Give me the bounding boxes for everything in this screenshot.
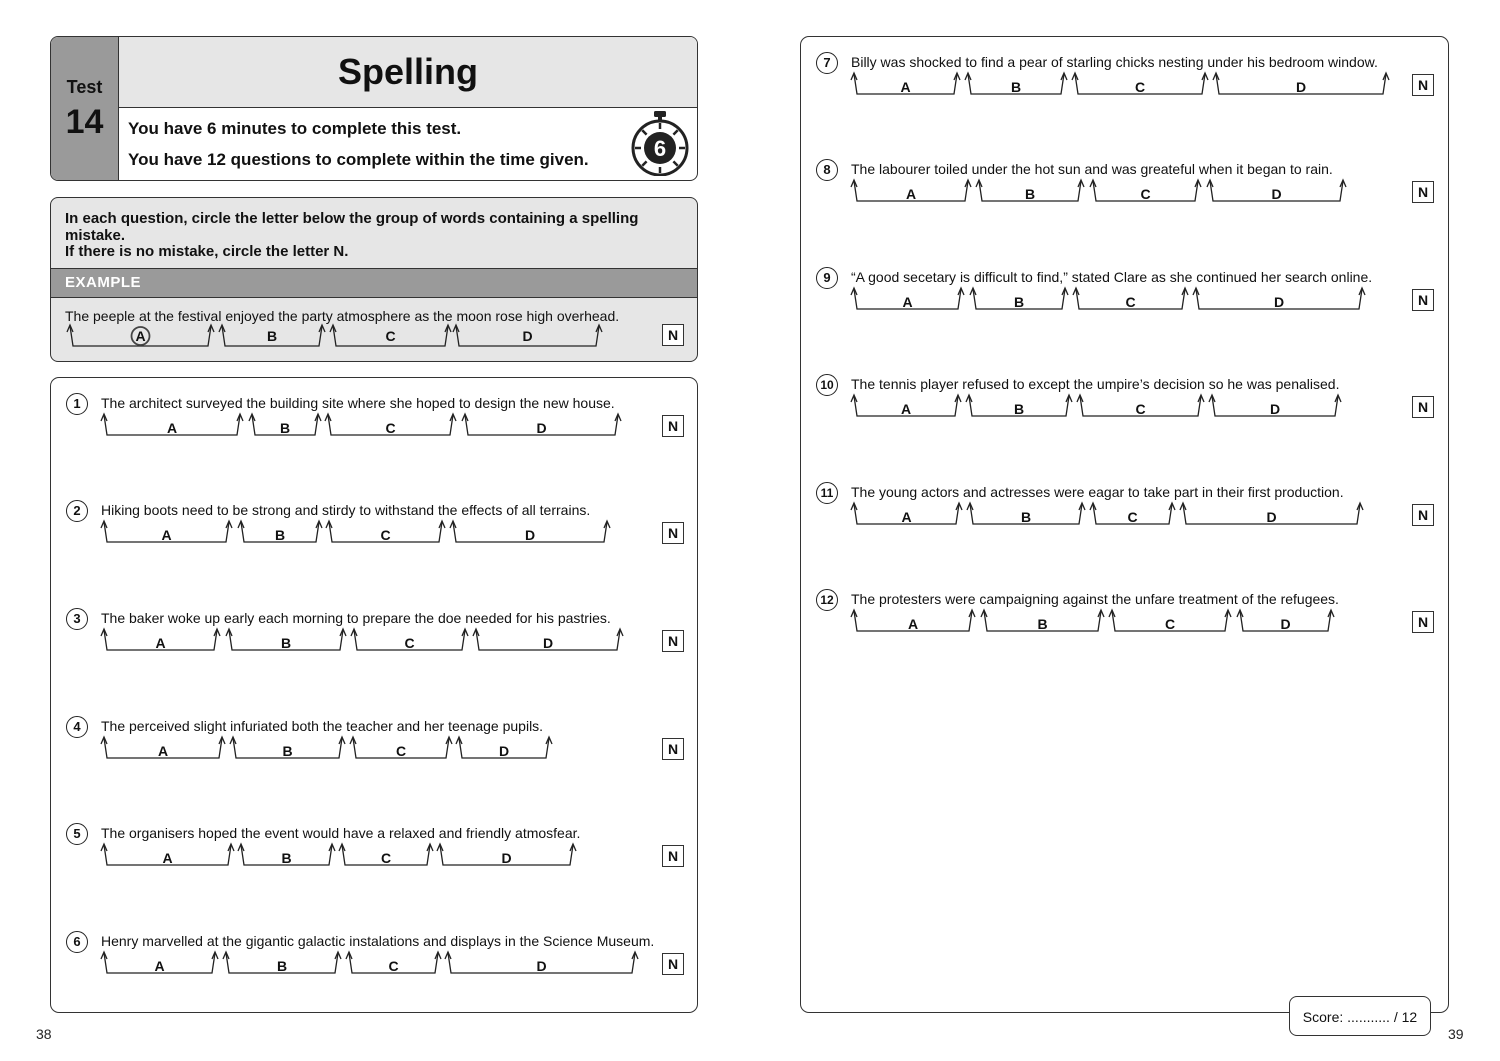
question-text: The organisers hoped the event would have a relaxed and friendly atmosfear. xyxy=(101,825,581,841)
option-letter: D xyxy=(1269,401,1281,417)
option-letter: B xyxy=(266,328,278,344)
none-option[interactable]: N xyxy=(1412,181,1434,203)
question-text: The tennis player refused to except the umpire’s decision so he was penalised. xyxy=(851,376,1340,392)
question-11-option-a[interactable] xyxy=(851,503,962,525)
answer-segments xyxy=(66,608,666,668)
option-letter: C xyxy=(1164,616,1176,632)
answer-segments xyxy=(66,716,666,776)
option-letter: C xyxy=(388,958,399,974)
option-letter: B xyxy=(274,527,286,543)
question-number: 4 xyxy=(66,716,88,738)
score-box: Score: ........... / 12 xyxy=(1289,996,1431,1036)
question-7-option-d[interactable] xyxy=(1213,73,1389,95)
question-8-option-d[interactable] xyxy=(1207,180,1346,202)
title-band xyxy=(118,37,697,108)
question-10-option-d[interactable] xyxy=(1209,395,1341,417)
option-letter: C xyxy=(1140,186,1151,202)
answer-segments xyxy=(816,482,1416,542)
none-option[interactable]: N xyxy=(662,845,684,867)
time-limit-text: You have 6 minutes to complete this test. xyxy=(128,119,462,138)
question-4-option-d[interactable] xyxy=(456,737,552,759)
option-letter: A xyxy=(155,635,166,651)
option-letter: D xyxy=(536,420,547,436)
question-7 xyxy=(816,52,1456,122)
question-5-option-d[interactable] xyxy=(437,844,576,866)
none-option[interactable]: N xyxy=(662,630,684,652)
answer-segments xyxy=(66,500,666,560)
option-letter: C xyxy=(1127,509,1138,525)
question-9-option-d[interactable] xyxy=(1193,288,1365,310)
none-option[interactable]: N xyxy=(1412,74,1434,96)
option-letter: A xyxy=(900,401,912,417)
answer-segments xyxy=(66,931,666,991)
none-option[interactable]: N xyxy=(1412,504,1434,526)
question-6-option-c[interactable] xyxy=(346,952,441,974)
option-letter: D xyxy=(522,328,533,344)
question-8 xyxy=(816,159,1456,229)
question-4-option-c[interactable] xyxy=(350,737,452,759)
question-3-option-c[interactable] xyxy=(351,629,468,651)
option-letter: B xyxy=(282,743,293,759)
option-letter: B xyxy=(1013,294,1025,310)
option-letter: B xyxy=(1020,509,1032,525)
option-letter: C xyxy=(395,743,407,759)
question-7-option-c[interactable] xyxy=(1072,73,1208,95)
option-letter: C xyxy=(380,850,392,866)
question-5-option-c[interactable] xyxy=(339,844,433,866)
stopwatch-icon xyxy=(629,110,691,176)
example-text: The peeple at the festival enjoyed the party atmosphere as the moon rose high overhead. xyxy=(65,308,620,324)
answer-segments xyxy=(816,52,1416,112)
question-number: 12 xyxy=(816,589,838,611)
question-2-option-c[interactable] xyxy=(326,521,445,543)
option-letter: A xyxy=(905,186,917,202)
option-letter: A xyxy=(135,328,146,344)
question-3-option-d[interactable] xyxy=(473,629,623,651)
info-band xyxy=(118,107,697,180)
question-10-option-c[interactable] xyxy=(1077,395,1204,417)
question-6-option-a[interactable] xyxy=(101,952,218,974)
question-5-option-a[interactable] xyxy=(101,844,234,866)
question-number: 5 xyxy=(66,823,88,845)
example-label: EXAMPLE xyxy=(65,274,142,291)
question-text: The perceived slight infuriated both the teacher and her teenage pupils. xyxy=(101,718,544,734)
question-12-option-b[interactable] xyxy=(981,610,1104,632)
question-10-option-a[interactable] xyxy=(851,395,961,417)
question-3-option-b[interactable] xyxy=(226,629,346,651)
question-1-option-c[interactable] xyxy=(325,414,456,436)
question-1-option-d[interactable] xyxy=(462,414,621,436)
option-letter: D xyxy=(1295,79,1307,95)
option-letter: C xyxy=(385,420,396,436)
answer-segments xyxy=(816,374,1416,434)
question-4-option-b[interactable] xyxy=(230,737,345,759)
question-11-option-d[interactable] xyxy=(1180,503,1363,525)
question-text: Billy was shocked to find a pear of starling chicks nesting under his bedroom window. xyxy=(851,54,1378,70)
question-11-option-c[interactable] xyxy=(1090,503,1175,525)
page-number-right: 39 xyxy=(1448,1026,1464,1042)
question-text: Hiking boots need to be strong and stirdy to withstand the effects of all terrains. xyxy=(101,502,591,518)
option-letter: A xyxy=(166,420,178,436)
instruction-line-1: In each question, circle the letter below the group of words containing a spelling mistake. xyxy=(65,210,639,244)
option-letter: D xyxy=(498,743,510,759)
question-number: 9 xyxy=(816,267,838,289)
example-option-b[interactable] xyxy=(219,325,325,346)
question-text: The baker woke up early each morning to prepare the doe needed for his pastries. xyxy=(101,610,611,626)
test-number: 14 xyxy=(65,103,104,141)
question-12-option-d[interactable] xyxy=(1237,610,1334,632)
question-9-option-a[interactable] xyxy=(851,288,964,310)
question-9 xyxy=(816,267,1456,337)
option-letter: A xyxy=(154,958,165,974)
test-label: Test xyxy=(66,77,103,97)
question-number: 6 xyxy=(66,931,88,953)
example-none-option[interactable]: N xyxy=(662,324,684,346)
option-letter: C xyxy=(1125,294,1136,310)
question-4 xyxy=(66,716,706,786)
question-number: 7 xyxy=(816,52,838,74)
page-number-left: 38 xyxy=(36,1026,52,1042)
question-5-option-b[interactable] xyxy=(238,844,335,866)
question-4-option-a[interactable] xyxy=(101,737,225,759)
option-letter: B xyxy=(276,958,288,974)
option-letter: C xyxy=(380,527,391,543)
option-letter: D xyxy=(1266,509,1277,525)
question-number: 2 xyxy=(66,500,88,522)
none-option[interactable]: N xyxy=(662,415,684,437)
question-1 xyxy=(66,393,706,463)
question-6-option-b[interactable] xyxy=(223,952,341,974)
question-text: “A good secetary is difficult to find,” stated Clare as she continued her search online. xyxy=(851,269,1373,285)
question-number: 8 xyxy=(816,159,838,181)
question-2-option-a[interactable] xyxy=(101,521,232,543)
question-7-option-a[interactable] xyxy=(851,73,960,95)
option-letter: A xyxy=(161,527,172,543)
option-letter: B xyxy=(281,850,292,866)
question-8-option-a[interactable] xyxy=(851,180,971,202)
question-6-option-d[interactable] xyxy=(445,952,638,974)
option-letter: B xyxy=(1013,401,1025,417)
option-letter: D xyxy=(1271,186,1282,202)
question-12-option-c[interactable] xyxy=(1109,610,1231,632)
answer-segments xyxy=(816,267,1416,327)
option-letter: B xyxy=(280,635,292,651)
question-10 xyxy=(816,374,1456,444)
question-count-text: You have 12 questions to complete within the time given. xyxy=(128,150,589,169)
example-option-c[interactable] xyxy=(330,325,451,346)
instructions-box xyxy=(50,197,698,362)
option-letter: B xyxy=(1024,186,1036,202)
option-letter: B xyxy=(1010,79,1022,95)
option-letter: D xyxy=(1273,294,1285,310)
question-11 xyxy=(816,482,1456,552)
none-option[interactable]: N xyxy=(1412,289,1434,311)
question-6 xyxy=(66,931,706,1001)
question-text: The labourer toiled under the hot sun and was greateful when it began to rain. xyxy=(851,161,1333,177)
page-title: Spelling xyxy=(337,51,478,92)
option-letter: B xyxy=(279,420,291,436)
question-number: 10 xyxy=(816,374,838,396)
option-letter: A xyxy=(157,743,169,759)
option-letter: A xyxy=(901,509,912,525)
none-option[interactable]: N xyxy=(1412,396,1434,418)
option-letter: A xyxy=(162,850,173,866)
option-letter: D xyxy=(542,635,554,651)
question-8-option-c[interactable] xyxy=(1090,180,1201,202)
question-5 xyxy=(66,823,706,893)
question-1-option-a[interactable] xyxy=(101,414,243,436)
question-9-option-b[interactable] xyxy=(970,288,1068,310)
question-2-option-d[interactable] xyxy=(450,521,610,543)
question-12-option-a[interactable] xyxy=(851,610,975,632)
question-12 xyxy=(816,589,1456,659)
instruction-line-2: If there is no mistake, circle the letter N. xyxy=(65,243,349,260)
question-text: The young actors and actresses were eagar to take part in their first production. xyxy=(851,484,1344,500)
option-letter: A xyxy=(900,79,911,95)
option-letter: B xyxy=(1037,616,1048,632)
answer-segments xyxy=(66,823,666,883)
question-7-option-b[interactable] xyxy=(965,73,1067,95)
option-letter: C xyxy=(404,635,415,651)
answer-segments xyxy=(816,589,1416,649)
question-text: Henry marvelled at the gigantic galactic instalations and displays in the Science Museum. xyxy=(101,933,655,949)
option-letter: D xyxy=(524,527,536,543)
example-band xyxy=(51,268,697,298)
example-option-d[interactable] xyxy=(453,325,602,346)
answer-segments xyxy=(816,159,1416,219)
question-number: 3 xyxy=(66,608,88,630)
test-header xyxy=(50,36,698,181)
question-10-option-b[interactable] xyxy=(966,395,1072,417)
question-8-option-b[interactable] xyxy=(976,180,1084,202)
question-number: 11 xyxy=(816,482,838,504)
option-letter: A xyxy=(907,616,919,632)
option-letter: D xyxy=(536,958,547,974)
none-option[interactable]: N xyxy=(662,738,684,760)
none-option[interactable]: N xyxy=(1412,611,1434,633)
question-9-option-c[interactable] xyxy=(1073,288,1188,310)
option-letter: C xyxy=(1135,401,1146,417)
question-11-option-b[interactable] xyxy=(967,503,1085,525)
question-number: 1 xyxy=(66,393,88,415)
test-number-box xyxy=(51,37,118,181)
option-letter: D xyxy=(1280,616,1291,632)
option-letter: C xyxy=(1134,79,1146,95)
question-3-option-a[interactable] xyxy=(101,629,220,651)
option-letter: C xyxy=(385,328,396,344)
question-1-option-b[interactable] xyxy=(249,414,321,436)
question-text: The protesters were campaigning against the unfare treatment of the refugees. xyxy=(851,591,1339,607)
example-segments xyxy=(65,306,665,356)
question-2-option-b[interactable] xyxy=(238,521,322,543)
question-3 xyxy=(66,608,706,678)
option-letter: A xyxy=(902,294,913,310)
question-2 xyxy=(66,500,706,570)
timer-value: 6 xyxy=(653,136,667,161)
questions-panel-left xyxy=(50,377,698,1013)
example-option-a[interactable] xyxy=(67,325,214,346)
answer-segments xyxy=(66,393,666,453)
question-text: The architect surveyed the building site where she hoped to design the new house. xyxy=(101,395,615,411)
none-option[interactable]: N xyxy=(662,953,684,975)
none-option[interactable]: N xyxy=(662,522,684,544)
option-letter: D xyxy=(501,850,512,866)
